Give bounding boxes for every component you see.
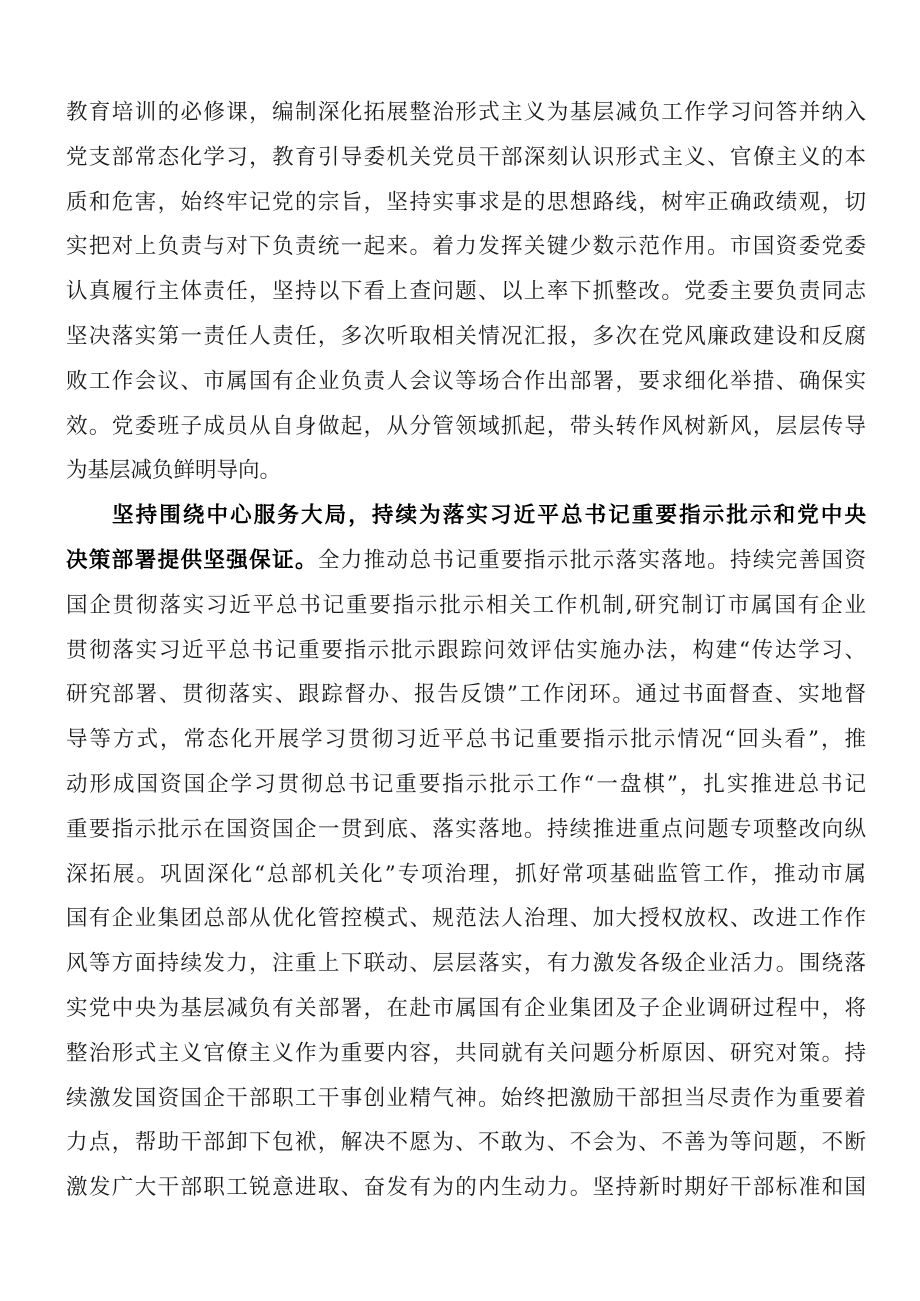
text-line: 贯彻落实习近平总书记重要指示批示跟踪问效评估实施办法，构建“传达学习、 [66,637,866,663]
text-line: 教育培训的必修课，编制深化拓展整治形式主义为基层减负工作学习问答并纳入 [66,100,866,125]
text-line: 坚决落实第一责任人责任，多次听取相关情况汇报，多次在党风廉政建设和反腐 [66,323,866,349]
text-line: 研究部署、贯彻落实、跟踪督办、报告反馈”工作闭环。通过书面督查、实地督 [66,682,866,708]
text-line: 为基层减负鲜明导向。 [66,458,282,484]
paragraph-1 [66,91,866,494]
text-line: 导等方式，常态化开展学习贯彻习近平总书记重要指示批示情况“回头看”，推 [66,727,866,753]
section-heading: 坚持围绕中心服务大局，持续为落实习近平总书记重要指示批示和党中央 [112,503,866,529]
text-line-rest: 全力推动总书记重要指示批示落实落地。持续完善国资 [317,547,866,573]
text-line [66,539,866,584]
text-line: 认真履行主体责任，坚持以下看上查问题、以上率下抓整改。党委主要负责同志 [66,279,866,305]
text-line: 续激发国资国企干部职工干事创业精气神。始终把激励干部担当尽责作为重要着 [66,1085,866,1111]
text-line: 整治形式主义官僚主义作为重要内容，共同就有关问题分析原因、研究对策。持 [66,1040,866,1066]
text-line: 激发广大干部职工锐意进取、奋发有为的内生动力。坚持新时期好干部标准和国 [66,1175,866,1201]
text-line: 党支部常态化学习，教育引导委机关党员干部深刻认识形式主义、官僚主义的本 [66,144,866,170]
text-line: 国有企业集团总部从优化管控模式、规范法人治理、加大授权放权、改进工作作 [66,906,866,932]
text-line: 实把对上负责与对下负责统一起来。着力发挥关键少数示范作用。市国资委党委 [66,234,866,260]
text-line: 力点，帮助干部卸下包袱，解决不愿为、不敢为、不会为、不善为等问题，不断 [66,1130,866,1156]
section-heading-end: 决策部署提供坚强保证。 [66,547,318,573]
text-line: 质和危害，始终牢记党的宗旨，坚持实事求是的思想路线，树牢正确政绩观，切 [66,189,866,215]
text-line: 深拓展。巩固深化“总部机关化”专项治理，抓好常项基础监管工作，推动市属 [66,861,866,887]
text-line: 风等方面持续发力，注重上下联动、层层落实，有力激发各级企业活力。围绕落 [66,951,866,977]
paragraph-2 [66,494,866,1211]
text-line: 效。党委班子成员从自身做起，从分管领域抓起，带头转作风树新风，层层传导 [66,413,866,439]
text-line: 实党中央为基层减负有关部署，在赴市属国有企业集团及子企业调研过程中，将 [66,995,866,1021]
text-line: 国企贯彻落实习近平总书记重要指示批示相关工作机制,研究制订市属国有企业 [66,592,866,618]
text-line: 重要指示批示在国资国企一贯到底、落实落地。持续推进重点问题专项整改向纵 [66,816,866,842]
document-body [66,91,866,1211]
text-line: 败工作会议、市属国有企业负责人会议等场合作出部署，要求细化举措、确保实 [66,368,866,394]
text-line: 动形成国资国企学习贯彻总书记重要指示批示工作“一盘棋”，扎实推进总书记 [66,771,866,797]
